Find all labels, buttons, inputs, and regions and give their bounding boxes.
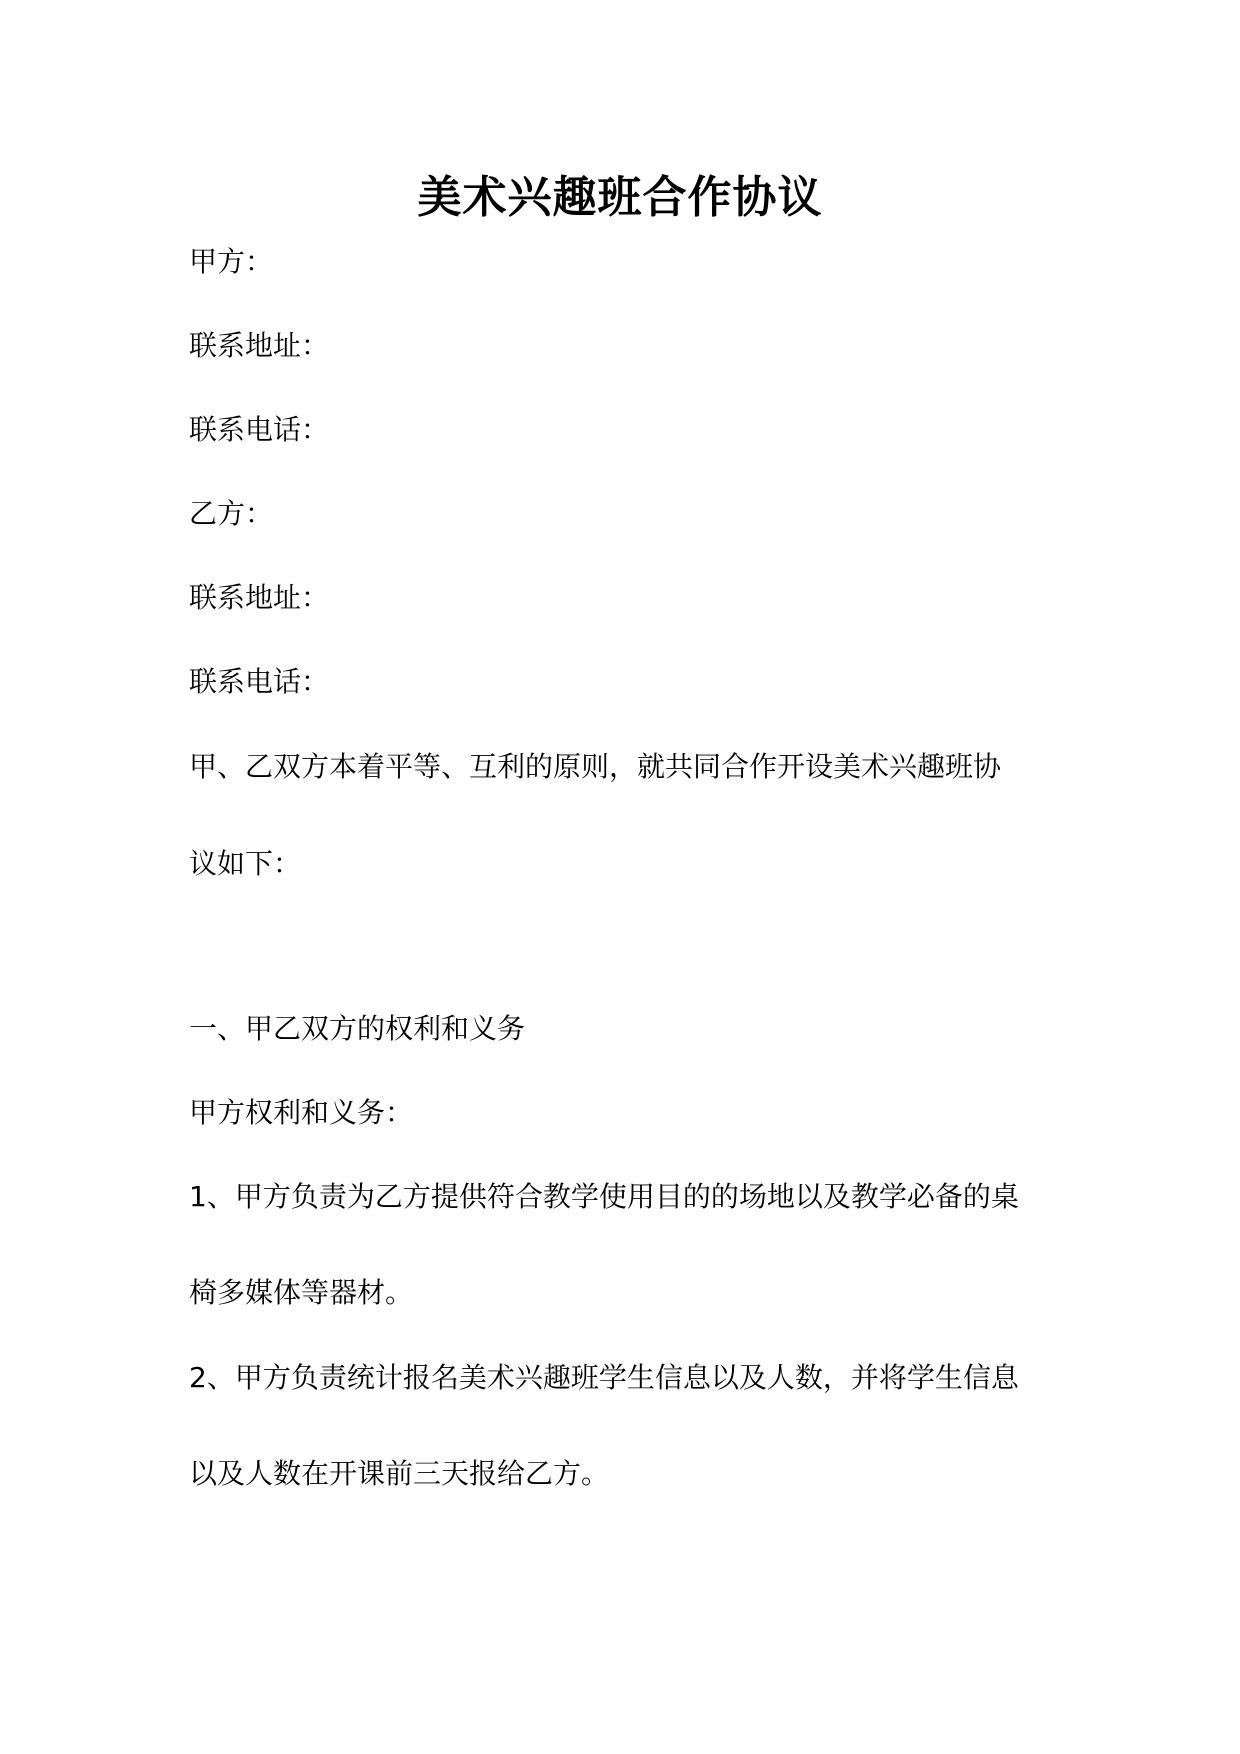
intro-line-1: 甲、乙双方本着平等、互利的原则，就共同合作开设美术兴趣班协 <box>189 750 1002 783</box>
party-a-rights-heading: 甲方权利和义务： <box>189 1096 414 1129</box>
party-b-phone-label: 联系电话： <box>189 665 330 698</box>
section-1-heading: 一、甲乙双方的权利和义务 <box>189 1012 526 1045</box>
party-a-phone-label: 联系电话： <box>189 413 330 446</box>
clause-1-line-1: 1、甲方负责为乙方提供符合教学使用目的的场地以及教学必备的桌 <box>189 1180 1019 1213</box>
clause-2-line-1: 2、甲方负责统计报名美术兴趣班学生信息以及人数，并将学生信息 <box>189 1361 1019 1394</box>
clause-1-line-2: 椅多媒体等器材。 <box>189 1276 414 1309</box>
intro-line-2: 议如下： <box>189 847 302 880</box>
clause-2-line-2: 以及人数在开课前三天报给乙方。 <box>189 1457 610 1490</box>
party-a-label: 甲方： <box>189 245 274 278</box>
party-a-address-label: 联系地址： <box>189 329 330 362</box>
party-b-label: 乙方： <box>189 497 274 530</box>
party-b-address-label: 联系地址： <box>189 581 330 614</box>
document-title: 美术兴趣班合作协议 <box>417 172 823 223</box>
